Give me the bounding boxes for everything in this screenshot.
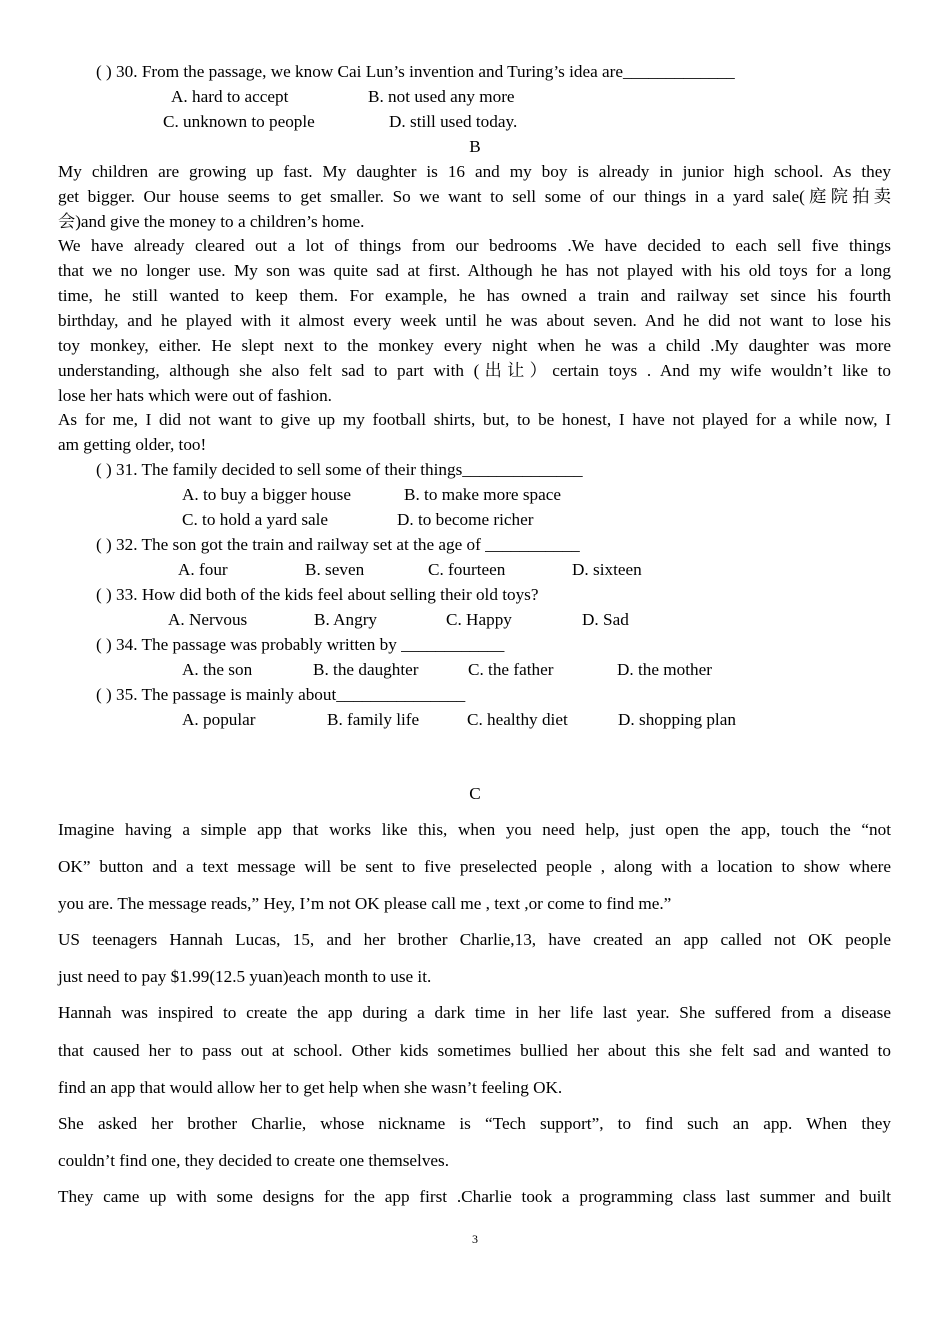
paragraph-line: toy monkey, either. He slept next to the monkey every night when he was a child .My daughter was more (58, 336, 891, 355)
question-30-stem: ( ) 30. From the passage, we know Cai Lun’s invention and Turing’s idea are_____________ (96, 62, 735, 81)
paragraph-line: find an app that would allow her to get help when she wasn’t feeling OK. (58, 1078, 563, 1097)
paragraph-line: OK” button and a text message will be sent to five preselected people , along with a location to show where (58, 857, 891, 876)
q34-option-d: D. the mother (617, 660, 712, 679)
q32-option-a: A. four (178, 560, 228, 579)
paragraph-line: just need to pay $1.99(12.5 yuan)each month to use it. (58, 967, 432, 986)
q35-option-b: B. family life (327, 710, 420, 729)
paragraph-line: you are. The message reads,” Hey, I’m not OK please call me , text ,or come to find me.” (58, 894, 672, 913)
q31-option-c: C. to hold a yard sale (182, 510, 329, 529)
paragraph-line: Imagine having a simple app that works like this, when you need help, just open the app, touch the “not (58, 820, 891, 839)
q31-option-a: A. to buy a bigger house (182, 485, 351, 504)
q33-option-c: C. Happy (446, 610, 512, 629)
q31-option-d: D. to become richer (397, 510, 534, 529)
paragraph-line: My children are growing up fast. My daughter is 16 and my boy is already in junior high school. As they (58, 162, 891, 181)
q32-option-b: B. seven (305, 560, 365, 579)
question-34-stem: ( ) 34. The passage was probably written by ____________ (96, 635, 505, 654)
paragraph-line: couldn’t find one, they decided to create one themselves. (58, 1151, 450, 1170)
q35-option-c: C. healthy diet (467, 710, 568, 729)
q34-option-c: C. the father (468, 660, 554, 679)
q32-option-c: C. fourteen (428, 560, 506, 579)
q30-option-c: C. unknown to people (163, 112, 315, 131)
q32-option-d: D. sixteen (572, 560, 642, 579)
q34-option-a: A. the son (182, 660, 253, 679)
section-c-heading: C (469, 784, 481, 803)
page-number: 3 (472, 1232, 478, 1246)
q33-option-b: B. Angry (314, 610, 378, 629)
paragraph-line: Hannah was inspired to create the app during a dark time in her life last year. She suffered from a disease (58, 1003, 891, 1022)
paragraph-line: that caused her to pass out at school. Other kids sometimes bullied her about this she felt sad and wanted to (58, 1041, 891, 1060)
paragraph-line: As for me, I did not want to give up my football shirts, but, to be honest, I have not played for a while now, I (58, 410, 891, 429)
paragraph-line: She asked her brother Charlie, whose nickname is “Tech support”, to find such an app. When they (58, 1114, 891, 1133)
q30-option-d: D. still used today. (389, 112, 518, 131)
paragraph-line: that we no longer use. My son was quite sad at first. Although he has not played with his old toys for a long (58, 261, 891, 280)
paragraph-line: lose her hats which were out of fashion. (58, 386, 332, 405)
paragraph-line: time, he still wanted to keep them. For example, he has owned a train and railway set since his fourth (58, 286, 891, 305)
question-32-stem: ( ) 32. The son got the train and railway set at the age of ___________ (96, 535, 580, 554)
q30-option-b: B. not used any more (368, 87, 515, 106)
q30-option-a: A. hard to accept (171, 87, 289, 106)
paragraph-line: understanding, although she also felt sad to part with (出让）certain toys . And my wife wouldn’t like to (58, 361, 891, 380)
question-33-stem: ( ) 33. How did both of the kids feel about selling their old toys? (96, 585, 539, 604)
question-35-stem: ( ) 35. The passage is mainly about_______________ (96, 685, 466, 704)
q34-option-b: B. the daughter (313, 660, 419, 679)
paragraph-line: am getting older, too! (58, 435, 207, 454)
question-31-stem: ( ) 31. The family decided to sell some of their things______________ (96, 460, 583, 479)
q33-option-a: A. Nervous (168, 610, 248, 629)
q31-option-b: B. to make more space (404, 485, 562, 504)
section-b-heading: B (469, 137, 481, 156)
paragraph-line: They came up with some designs for the app first .Charlie took a programming class last summer and built (58, 1187, 891, 1206)
q33-option-d: D. Sad (582, 610, 629, 629)
paragraph-line: We have already cleared out a lot of things from our bedrooms .We have decided to each sell five things (58, 236, 891, 255)
paragraph-line: birthday, and he played with it almost every week until he was about seven. And he did not want to lose his (58, 311, 891, 330)
q35-option-d: D. shopping plan (618, 710, 736, 729)
paragraph-line: 会)and give the money to a children’s home. (58, 212, 365, 231)
q35-option-a: A. popular (182, 710, 256, 729)
paragraph-line: get bigger. Our house seems to get smaller. So we want to sell some of our things in a yard sale(庭院拍卖 (58, 187, 891, 206)
paragraph-line: US teenagers Hannah Lucas, 15, and her brother Charlie,13, have created an app called not OK people (58, 930, 891, 949)
